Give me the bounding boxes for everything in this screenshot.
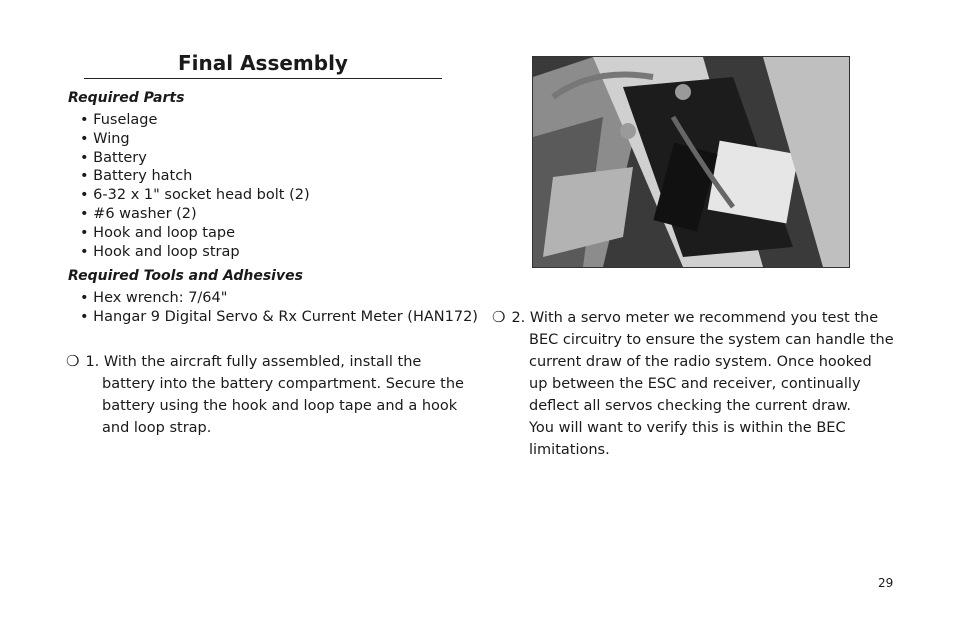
section-title: Final Assembly	[84, 50, 442, 79]
list-item: • Wing	[80, 130, 310, 149]
required-tools-list	[80, 289, 478, 327]
required-tools-heading: Required Tools and Adhesives	[68, 268, 303, 284]
checkbox-icon[interactable]: ❍	[492, 308, 506, 326]
step-1-line: battery using the hook and loop tape and a hook	[102, 398, 458, 414]
step-2-line: up between the ESC and receiver, continually	[529, 376, 861, 392]
step-1-line: and loop strap.	[102, 420, 212, 436]
step-2-line: BEC circuitry to ensure the system can handle the	[529, 332, 894, 348]
required-parts-heading: Required Parts	[68, 90, 185, 106]
step-2-line: current draw of the radio system. Once hooked	[529, 354, 872, 370]
page-number: 29	[878, 576, 894, 590]
required-parts-list	[80, 111, 310, 261]
list-item: • Hex wrench: 7/64"	[80, 289, 478, 308]
step-2	[492, 306, 894, 461]
step-2-line: limitations.	[529, 442, 610, 458]
step-1	[66, 350, 464, 439]
list-item: • Fuselage	[80, 111, 310, 130]
list-item: • Battery hatch	[80, 167, 310, 186]
battery-compartment-photo	[532, 56, 850, 268]
photo-illustration	[533, 57, 849, 267]
list-item: • Battery	[80, 149, 310, 168]
list-item: • #6 washer (2)	[80, 205, 310, 224]
step-1-line: battery into the battery compartment. Secure the	[102, 376, 464, 392]
step-2-line: You will want to verify this is within the BEC	[529, 420, 846, 436]
checkbox-icon[interactable]: ❍	[66, 352, 80, 370]
step-2-line: deflect all servos checking the current draw.	[529, 398, 852, 414]
list-item: • 6-32 x 1" socket head bolt (2)	[80, 186, 310, 205]
list-item: • Hangar 9 Digital Servo & Rx Current Meter (HAN172)	[80, 308, 478, 327]
step-1-line: 1. With the aircraft fully assembled, install the	[85, 354, 422, 370]
step-2-line: 2. With a servo meter we recommend you test the	[511, 310, 879, 326]
list-item: • Hook and loop strap	[80, 243, 310, 262]
list-item: • Hook and loop tape	[80, 224, 310, 243]
